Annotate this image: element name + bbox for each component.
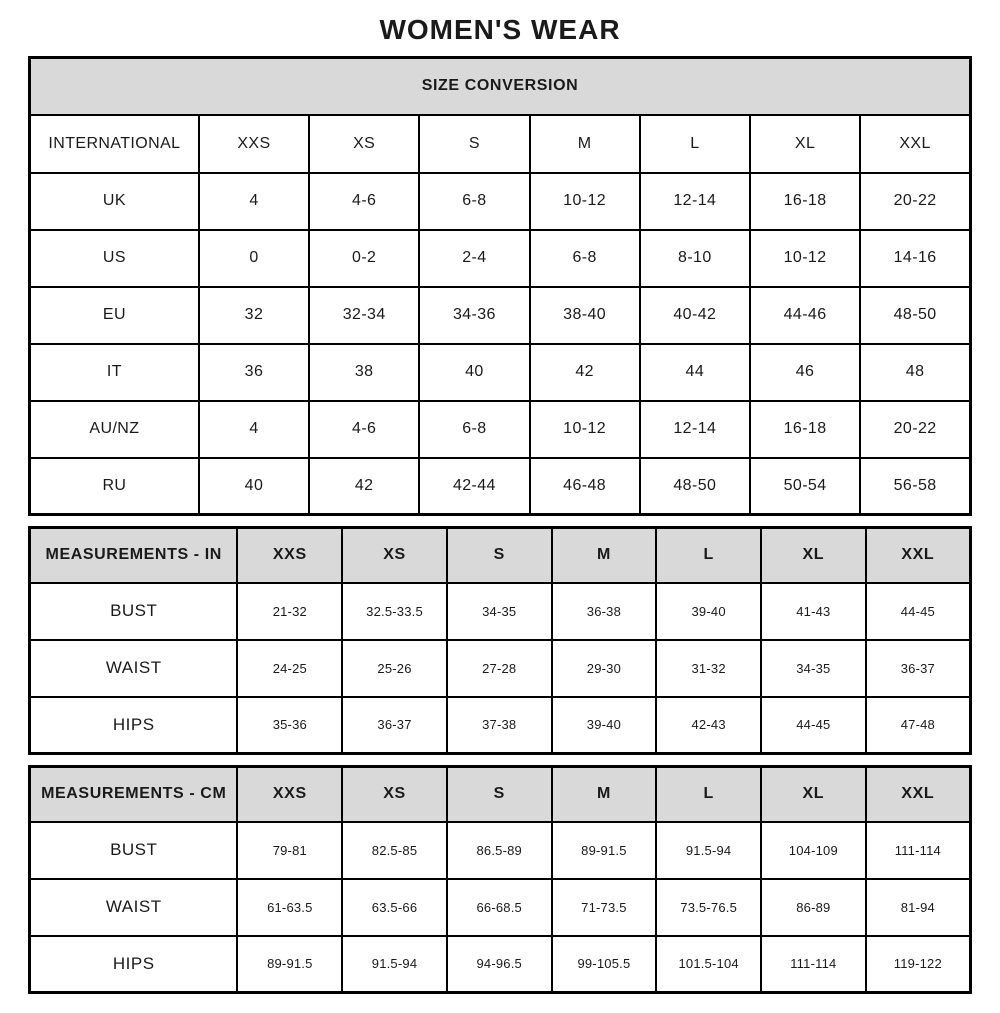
value-cell: 89-91.5 — [552, 822, 657, 879]
size-col-m: M — [552, 767, 657, 822]
size-col-xxs: XXS — [237, 528, 342, 583]
value-cell: 32.5-33.5 — [342, 583, 447, 640]
size-conversion-banner: SIZE CONVERSION — [30, 58, 971, 115]
row-label-bust: BUST — [30, 822, 238, 879]
value-cell: 79-81 — [237, 822, 342, 879]
size-col-s: S — [419, 115, 529, 173]
value-cell: 82.5-85 — [342, 822, 447, 879]
value-cell: 38-40 — [530, 287, 640, 344]
size-col-l: L — [656, 767, 761, 822]
value-cell: 91.5-94 — [342, 936, 447, 993]
value-cell: 6-8 — [419, 401, 529, 458]
value-cell: 6-8 — [419, 173, 529, 230]
value-cell: 119-122 — [866, 936, 971, 993]
value-cell: 46-48 — [530, 458, 640, 515]
row-label-waist: WAIST — [30, 640, 238, 697]
value-cell: 36-37 — [342, 697, 447, 754]
value-cell: 27-28 — [447, 640, 552, 697]
value-cell: 56-58 — [860, 458, 970, 515]
row-label-bust: BUST — [30, 583, 238, 640]
value-cell: 111-114 — [761, 936, 866, 993]
value-cell: 40 — [199, 458, 309, 515]
size-col-m: M — [552, 528, 657, 583]
size-col-xxs: XXS — [199, 115, 309, 173]
table-row — [30, 287, 971, 344]
value-cell: 91.5-94 — [656, 822, 761, 879]
measurements-cm-table — [28, 765, 972, 994]
size-col-xs: XS — [342, 528, 447, 583]
value-cell: 39-40 — [552, 697, 657, 754]
value-cell: 111-114 — [866, 822, 971, 879]
value-cell: 36 — [199, 344, 309, 401]
value-cell: 21-32 — [237, 583, 342, 640]
international-label: INTERNATIONAL — [30, 115, 199, 173]
size-col-xl: XL — [761, 528, 866, 583]
table-row — [30, 697, 971, 754]
page-title: WOMEN'S WEAR — [379, 14, 621, 45]
measurements-cm-body — [30, 822, 971, 993]
value-cell: 35-36 — [237, 697, 342, 754]
value-cell: 31-32 — [656, 640, 761, 697]
value-cell: 34-35 — [761, 640, 866, 697]
measurements-in-table — [28, 526, 972, 755]
value-cell: 24-25 — [237, 640, 342, 697]
value-cell: 42 — [309, 458, 419, 515]
value-cell: 48 — [860, 344, 970, 401]
row-label-waist: WAIST — [30, 879, 238, 936]
value-cell: 71-73.5 — [552, 879, 657, 936]
value-cell: 0-2 — [309, 230, 419, 287]
value-cell: 40-42 — [640, 287, 750, 344]
value-cell: 34-35 — [447, 583, 552, 640]
value-cell: 42 — [530, 344, 640, 401]
value-cell: 47-48 — [866, 697, 971, 754]
value-cell: 4 — [199, 401, 309, 458]
sizes-header-row — [30, 115, 971, 173]
value-cell: 36-38 — [552, 583, 657, 640]
size-conversion-banner-row — [30, 58, 971, 115]
row-label-hips: HIPS — [30, 697, 238, 754]
value-cell: 4 — [199, 173, 309, 230]
measurements-cm-header — [30, 767, 971, 822]
value-cell: 61-63.5 — [237, 879, 342, 936]
value-cell: 36-37 — [866, 640, 971, 697]
value-cell: 44-45 — [761, 697, 866, 754]
row-label-ru: RU — [30, 458, 199, 515]
value-cell: 42-44 — [419, 458, 529, 515]
value-cell: 4-6 — [309, 173, 419, 230]
measurements-title: MEASUREMENTS - IN — [30, 528, 238, 583]
value-cell: 10-12 — [530, 173, 640, 230]
value-cell: 38 — [309, 344, 419, 401]
size-col-xxl: XXL — [860, 115, 970, 173]
size-col-xs: XS — [342, 767, 447, 822]
measurements-in-body — [30, 583, 971, 754]
value-cell: 20-22 — [860, 401, 970, 458]
value-cell: 81-94 — [866, 879, 971, 936]
table-row — [30, 822, 971, 879]
size-col-xl: XL — [750, 115, 860, 173]
value-cell: 12-14 — [640, 173, 750, 230]
value-cell: 46 — [750, 344, 860, 401]
size-col-s: S — [447, 767, 552, 822]
table-row — [30, 640, 971, 697]
value-cell: 8-10 — [640, 230, 750, 287]
size-col-xl: XL — [761, 767, 866, 822]
value-cell: 16-18 — [750, 401, 860, 458]
value-cell: 39-40 — [656, 583, 761, 640]
value-cell: 99-105.5 — [552, 936, 657, 993]
value-cell: 0 — [199, 230, 309, 287]
row-label-us: US — [30, 230, 199, 287]
value-cell: 63.5-66 — [342, 879, 447, 936]
value-cell: 2-4 — [419, 230, 529, 287]
value-cell: 44-46 — [750, 287, 860, 344]
size-conversion-table — [28, 56, 972, 516]
size-col-m: M — [530, 115, 640, 173]
value-cell: 104-109 — [761, 822, 866, 879]
measurements-in-header — [30, 528, 971, 583]
row-label-uk: UK — [30, 173, 199, 230]
value-cell: 94-96.5 — [447, 936, 552, 993]
value-cell: 48-50 — [640, 458, 750, 515]
size-chart-page — [0, 13, 1000, 994]
value-cell: 101.5-104 — [656, 936, 761, 993]
value-cell: 44-45 — [866, 583, 971, 640]
row-label-au-nz: AU/NZ — [30, 401, 199, 458]
value-cell: 44 — [640, 344, 750, 401]
measurements-title: MEASUREMENTS - CM — [30, 767, 238, 822]
value-cell: 73.5-76.5 — [656, 879, 761, 936]
size-col-s: S — [447, 528, 552, 583]
value-cell: 66-68.5 — [447, 879, 552, 936]
table-row — [30, 936, 971, 993]
value-cell: 20-22 — [860, 173, 970, 230]
value-cell: 42-43 — [656, 697, 761, 754]
value-cell: 34-36 — [419, 287, 529, 344]
value-cell: 6-8 — [530, 230, 640, 287]
value-cell: 4-6 — [309, 401, 419, 458]
table-row — [30, 401, 971, 458]
value-cell: 29-30 — [552, 640, 657, 697]
value-cell: 16-18 — [750, 173, 860, 230]
row-label-hips: HIPS — [30, 936, 238, 993]
table-row — [30, 344, 971, 401]
value-cell: 12-14 — [640, 401, 750, 458]
size-col-l: L — [656, 528, 761, 583]
table-row — [30, 173, 971, 230]
value-cell: 32-34 — [309, 287, 419, 344]
table-row — [30, 458, 971, 515]
value-cell: 89-91.5 — [237, 936, 342, 993]
value-cell: 10-12 — [750, 230, 860, 287]
size-col-xxl: XXL — [866, 528, 971, 583]
measurements-header-row — [30, 528, 971, 583]
value-cell: 48-50 — [860, 287, 970, 344]
measurements-header-row — [30, 767, 971, 822]
value-cell: 10-12 — [530, 401, 640, 458]
value-cell: 25-26 — [342, 640, 447, 697]
table-row — [30, 583, 971, 640]
value-cell: 32 — [199, 287, 309, 344]
value-cell: 40 — [419, 344, 529, 401]
table-row — [30, 230, 971, 287]
size-col-xxl: XXL — [866, 767, 971, 822]
size-col-l: L — [640, 115, 750, 173]
value-cell: 14-16 — [860, 230, 970, 287]
value-cell: 86-89 — [761, 879, 866, 936]
table-row — [30, 879, 971, 936]
size-col-xs: XS — [309, 115, 419, 173]
row-label-eu: EU — [30, 287, 199, 344]
value-cell: 37-38 — [447, 697, 552, 754]
row-label-it: IT — [30, 344, 199, 401]
size-col-xxs: XXS — [237, 767, 342, 822]
value-cell: 86.5-89 — [447, 822, 552, 879]
value-cell: 41-43 — [761, 583, 866, 640]
size-conversion-body — [30, 115, 971, 515]
value-cell: 50-54 — [750, 458, 860, 515]
